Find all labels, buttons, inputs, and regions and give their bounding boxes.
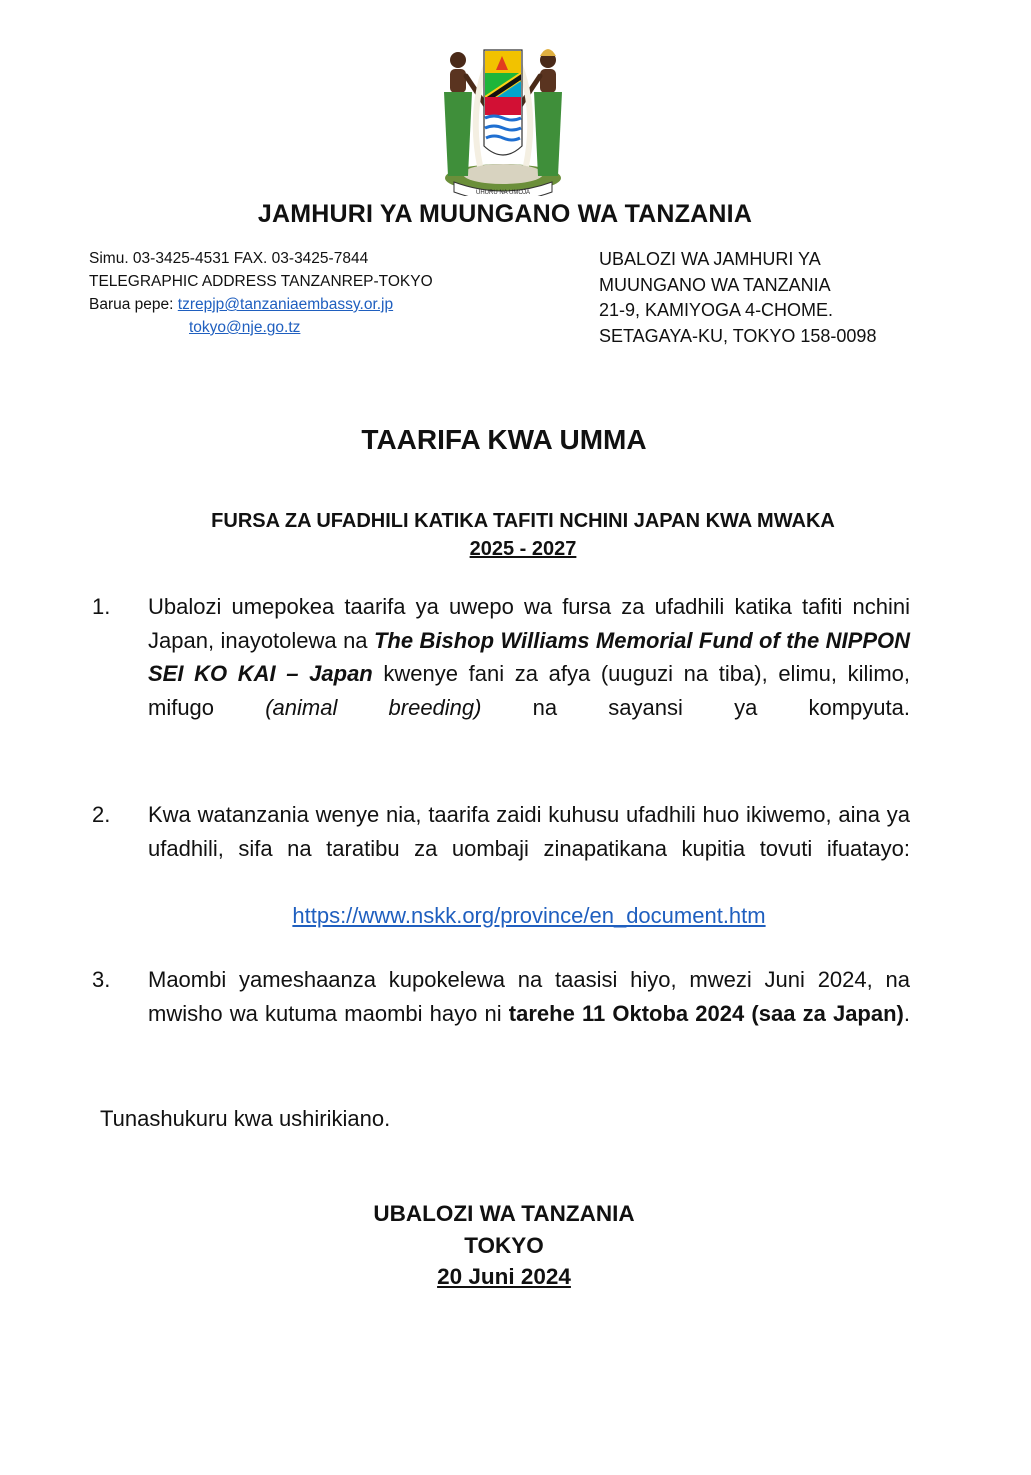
numbered-item-3 xyxy=(92,963,910,1064)
phone-fax: Simu. 03-3425-4531 FAX. 03-3425-7844 xyxy=(89,250,369,267)
email-link-primary[interactable]: tzrepjp@tanzaniaembassy.or.jp xyxy=(177,296,394,313)
notice-title: TAARIFA KWA UMMA xyxy=(361,424,647,455)
country-heading: JAMHURI YA MUUNGANO WA TANZANIA xyxy=(257,200,753,228)
email-row xyxy=(89,293,433,316)
subtitle-line: FURSA ZA UFADHILI KATIKA TAFITI NCHINI JAPAN KWA MWAKA xyxy=(211,510,835,532)
item-number: 2. xyxy=(92,802,111,827)
item-text-part: kwenye fani za afya (uuguzi na tiba), elimu, kilimo, mifugo xyxy=(148,661,910,720)
fund-name: The Bishop Williams Memorial Fund of the NIPPON SEI KO KAI – Japan xyxy=(148,627,910,686)
item-number: 1. xyxy=(92,594,111,619)
numbered-item-1 xyxy=(92,590,910,758)
item-text xyxy=(148,963,910,1064)
telegraphic-address: TELEGRAPHIC ADDRESS TANZANREP-TOKYO xyxy=(89,273,433,290)
item-text: Kwa watanzania wenye nia, taarifa zaidi kuhusu ufadhili huo ikiwemo, aina ya ufadhili, sifa na taratibu za uombaji zinapatikana kupitia tovuti ifuatayo: xyxy=(148,802,910,861)
item-text-part: na sayansi ya kompyuta. xyxy=(481,694,910,720)
email-link-secondary[interactable]: tokyo@nje.go.tz xyxy=(189,319,301,336)
signature-block xyxy=(0,1198,1008,1293)
deadline: tarehe 11 Oktoba 2024 (saa za Japan) xyxy=(508,1000,904,1026)
shield xyxy=(484,50,522,155)
address-line: UBALOZI WA JAMHURI YA xyxy=(599,249,821,269)
address-line: 21-9, KAMIYOGA 4-CHOME. xyxy=(599,300,834,320)
subtitle-years: 2025 - 2027 xyxy=(469,538,577,560)
notice-subtitle xyxy=(120,507,926,563)
numbered-item-2 xyxy=(92,798,910,932)
coat-of-arms-emblem xyxy=(428,36,578,196)
italic-note: (animal breeding) xyxy=(265,694,482,720)
embassy-address xyxy=(599,247,876,349)
item-text xyxy=(148,590,910,758)
item-text-part: . xyxy=(903,1000,910,1026)
svg-text:UHURU NA UMOJA: UHURU NA UMOJA xyxy=(475,190,531,196)
closing-thanks: Tunashukuru kwa ushirikiano. xyxy=(100,1106,391,1131)
contact-block xyxy=(89,247,433,339)
item-number: 3. xyxy=(92,967,111,992)
signature-city: TOKYO xyxy=(464,1232,544,1258)
address-line: SETAGAYA-KU, TOKYO 158-0098 xyxy=(599,325,877,346)
item-text-part: Maombi yameshaanza kupokelewa na taasisi hiyo, mwezi Juni 2024, na mwisho wa kutuma maombi hayo ni xyxy=(148,967,910,1026)
item-text-part: Ubalozi umepokea taarifa ya uwepo wa fursa za ufadhili katika tafiti nchini Japan, inayotolewa na xyxy=(148,594,910,653)
website-link[interactable]: https://www.nskk.org/province/en_document.htm xyxy=(292,902,766,928)
email-label: Barua pepe: xyxy=(89,296,174,313)
signature-date: 20 Juni 2024 xyxy=(437,1264,571,1289)
address-line: MUUNGANO WA TANZANIA xyxy=(599,274,831,295)
signature-line: UBALOZI WA TANZANIA xyxy=(373,1201,635,1226)
